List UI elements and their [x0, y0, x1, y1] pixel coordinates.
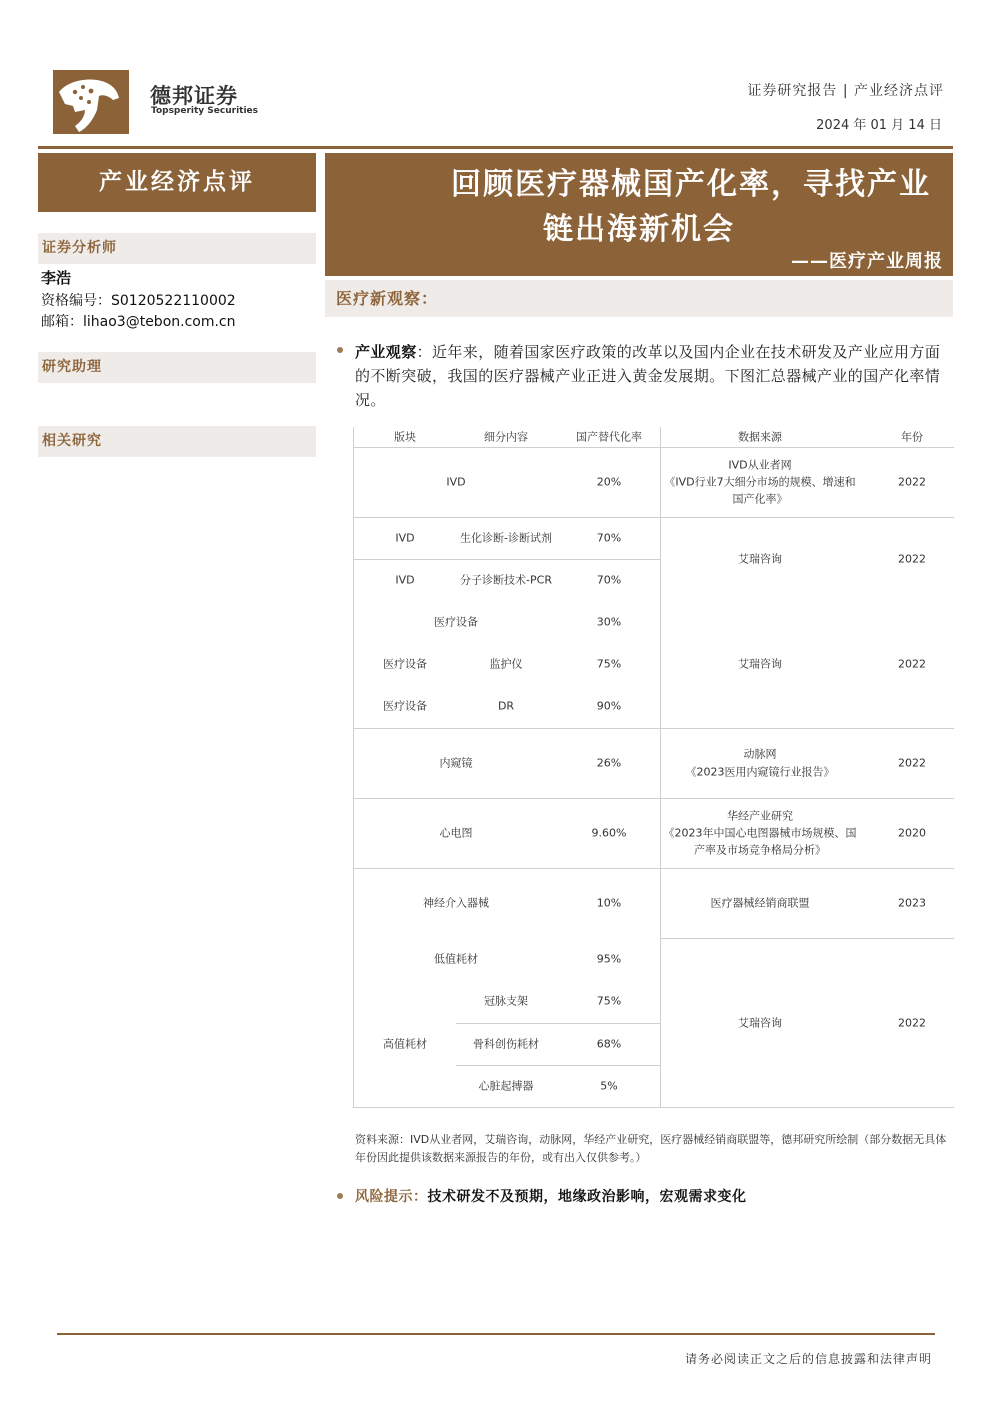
- table-cell: 内窥镜: [439, 756, 473, 770]
- risk-warning: [355, 1186, 747, 1206]
- table-cell: 70%: [596, 531, 622, 545]
- table-cell: 68%: [596, 1037, 622, 1051]
- table-cell: 《IVD行业7大细分市场的规模、增速和: [664, 475, 856, 489]
- table-cell: 9.60%: [591, 826, 627, 840]
- report-title-block: [325, 153, 953, 276]
- table-cell: 心脏起搏器: [478, 1079, 534, 1093]
- table-cell: DR: [497, 699, 515, 713]
- observation-paragraph: [355, 340, 945, 412]
- table-cell: 国产化率》: [732, 492, 788, 506]
- footer-disclaimer: 请务必阅读正文之后的信息披露和法律声明: [684, 1352, 932, 1366]
- risk-text: 技术研发不及预期，地缘政治影响，宏观需求变化: [427, 1189, 747, 1205]
- table-cell: 2022: [898, 657, 926, 671]
- table-cell: 产率及市场竞争格局分析》: [694, 843, 826, 857]
- table-cell: 冠脉支架: [484, 994, 528, 1008]
- report-subtitle: ——医疗产业周报: [791, 251, 943, 272]
- table-cell: 10%: [596, 896, 622, 910]
- col-header-year: 年份: [901, 430, 923, 444]
- table-cell: 《2023医用内窥镜行业报告》: [685, 765, 835, 779]
- analyst-cert: 资格编号：S0120522110002: [41, 293, 236, 309]
- table-cell: 2022: [898, 756, 926, 770]
- table-cell: 75%: [596, 994, 622, 1008]
- assistant-heading: 研究助理: [38, 352, 316, 383]
- table-cell: 骨科创伤耗材: [473, 1037, 539, 1051]
- table-cell: 70%: [596, 573, 622, 587]
- table-cell: 2023: [898, 896, 926, 910]
- report-date: 2024 年 01 月 14 日: [816, 118, 942, 133]
- table-cell: 医疗设备: [434, 615, 478, 629]
- col-header-source: 数据来源: [738, 430, 782, 444]
- category-banner: 产业经济点评: [38, 153, 316, 212]
- table-cell: IVD: [446, 475, 466, 489]
- table-cell: IVD从业者网: [728, 458, 792, 472]
- table-cell: 心电图: [439, 826, 473, 840]
- related-research-heading: 相关研究: [38, 426, 316, 457]
- table-cell: 2022: [898, 552, 926, 566]
- report-title-line2: 链出海新机会: [543, 212, 735, 247]
- table-cell: 医疗器械经销商联盟: [710, 896, 810, 910]
- observation-text: ：近年来，随着国家医疗政策的改革以及国内企业在技术研发及产业应用方面的不断突破，我国的医疗器械产业正进入黄金发展期。下图汇总器械产业的国产化率情况。: [355, 343, 941, 409]
- brand-name-en: Topsperity Securities: [151, 106, 258, 116]
- table-cell: 医疗设备: [383, 657, 427, 671]
- col-header-rate: 国产替代化率: [576, 430, 642, 444]
- bullet-icon: [337, 1193, 343, 1199]
- table-cell: 低值耗材: [434, 952, 478, 966]
- analyst-heading: 证券分析师: [38, 233, 316, 264]
- table-cell: 30%: [596, 615, 622, 629]
- analyst-name: 李浩: [41, 269, 72, 287]
- table-cell: 26%: [596, 756, 622, 770]
- report-type: 证券研究报告 | 产业经济点评: [747, 83, 944, 99]
- table-cell: 2020: [898, 826, 926, 840]
- col-header-subcategory: 细分内容: [484, 430, 528, 444]
- table-cell: 艾瑞咨询: [738, 552, 782, 566]
- table-cell: 5%: [600, 1079, 618, 1093]
- risk-label: 风险提示：: [355, 1189, 428, 1205]
- localization-rate-table: [353, 427, 954, 1107]
- table-cell: 2022: [898, 1016, 926, 1030]
- report-title-line1: 回顾医疗器械国产化率，寻找产业: [451, 167, 931, 202]
- table-cell: 75%: [596, 657, 622, 671]
- table-cell: IVD: [395, 573, 415, 587]
- table-cell: 动脉网: [743, 747, 777, 761]
- table-cell: 艾瑞咨询: [738, 657, 782, 671]
- section-heading: 医疗新观察：: [325, 280, 953, 317]
- table-cell: 分子诊断技术-PCR: [460, 573, 552, 587]
- table-cell: 2022: [898, 475, 926, 489]
- table-cell: 20%: [596, 475, 622, 489]
- table-cell: 90%: [596, 699, 622, 713]
- header-divider: [38, 146, 953, 149]
- observation-label: 产业观察: [355, 343, 417, 361]
- table-cell: 《2023年中国心电图器械市场规模、国: [663, 826, 857, 840]
- source-note: 资料来源：IVD从业者网，艾瑞咨询，动脉网，华经产业研究，医疗器械经销商联盟等，德邦研究所绘制（部分数据无具体年份因此提供该数据来源报告的年份，或有出入仅供参考。）: [355, 1133, 947, 1164]
- table-cell: 华经产业研究: [727, 809, 793, 823]
- table-cell: 生化诊断-诊断试剂: [460, 531, 552, 545]
- company-logo: [53, 70, 129, 134]
- table-cell: 监护仪: [489, 657, 523, 671]
- table-cell: 95%: [596, 952, 622, 966]
- table-cell: 艾瑞咨询: [738, 1016, 782, 1030]
- table-cell: 医疗设备: [383, 699, 427, 713]
- col-header-sector: 版块: [394, 430, 416, 444]
- table-cell: 高值耗材: [383, 1037, 427, 1051]
- table-cell: IVD: [395, 531, 415, 545]
- analyst-email: 邮箱：lihao3@tebon.com.cn: [41, 314, 236, 330]
- bullet-icon: [337, 347, 343, 353]
- brand-name-cn: 德邦证券: [150, 84, 238, 108]
- table-cell: 神经介入器械: [423, 896, 489, 910]
- footer-divider: [57, 1333, 935, 1335]
